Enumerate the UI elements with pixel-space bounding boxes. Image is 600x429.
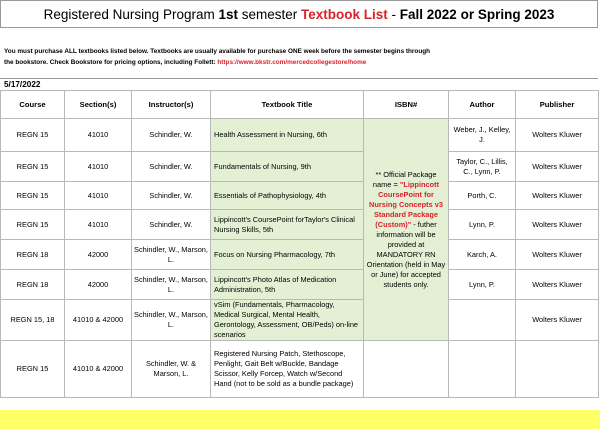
- cell-section: 41010 & 42000: [65, 300, 132, 341]
- col-isbn: ISBN#: [364, 91, 449, 119]
- cell-author: Lynn, P.: [449, 210, 516, 240]
- cell-author: Karch, A.: [449, 240, 516, 270]
- title-textbook-list: Textbook List: [301, 7, 388, 22]
- purchase-notice: [4, 46, 594, 68]
- cell-publisher: Wolters Kluwer: [516, 270, 599, 300]
- table-row: [1, 182, 599, 210]
- cell-title: Lippincott's CoursePoint forTaylor's Clinical Nursing Skills, 5th: [211, 210, 364, 240]
- cell-publisher: Wolters Kluwer: [516, 152, 599, 182]
- cell-course: REGN 15: [1, 152, 65, 182]
- cell-title: Focus on Nursing Pharmacology, 7th: [211, 240, 364, 270]
- divider-line: [0, 78, 598, 79]
- notice-line-2: the bookstore. Check Bookstore for pricing options, including Follett:: [4, 59, 218, 66]
- table-row: [1, 341, 599, 398]
- cell-course: REGN 15, 18: [1, 300, 65, 341]
- cell-author: Weber, J., Kelley, J.: [449, 119, 516, 152]
- table-row: [1, 210, 599, 240]
- cell-course: REGN 15: [1, 119, 65, 152]
- table-row: [1, 270, 599, 300]
- title-semester-word: semester: [237, 7, 302, 22]
- col-course: Course: [1, 91, 65, 119]
- cell-author: [449, 341, 516, 398]
- cell-course: REGN 15: [1, 210, 65, 240]
- cell-publisher: Wolters Kluwer: [516, 182, 599, 210]
- title-dash: -: [387, 7, 400, 22]
- cell-title: Essentials of Pathophysiology, 4th: [211, 182, 364, 210]
- cell-course: REGN 15: [1, 341, 65, 398]
- cell-publisher: Wolters Kluwer: [516, 119, 599, 152]
- cell-section: 42000: [65, 240, 132, 270]
- textbook-table: [0, 90, 599, 398]
- cell-publisher: [516, 341, 599, 398]
- title-program: Registered Nursing Program: [43, 7, 219, 22]
- cell-section: 41010: [65, 119, 132, 152]
- col-section: Section(s): [65, 91, 132, 119]
- col-title: Textbook Title: [211, 91, 364, 119]
- cell-author: [449, 300, 516, 341]
- cell-instructor: Schindler, W.: [132, 182, 211, 210]
- page-title: [0, 0, 598, 28]
- cell-instructor: Schindler, W.: [132, 152, 211, 182]
- cell-publisher: Wolters Kluwer: [516, 240, 599, 270]
- col-instructor: Instructor(s): [132, 91, 211, 119]
- cell-instructor: Schindler, W., Marson, L.: [132, 270, 211, 300]
- col-author: Author: [449, 91, 516, 119]
- cell-publisher: Wolters Kluwer: [516, 210, 599, 240]
- cell-title: Fundamentals of Nursing, 9th: [211, 152, 364, 182]
- cell-section: 41010: [65, 152, 132, 182]
- isbn-note-intro: ** Official Package name =: [372, 169, 437, 189]
- title-term: Fall 2022 or Spring 2023: [399, 7, 555, 22]
- notice-line-1: You must purchase ALL textbooks listed below. Textbooks are usually available for purchase ONE week before the semester begins through: [4, 48, 431, 55]
- cell-author: Taylor, C., Lillis, C., Lynn, P.: [449, 152, 516, 182]
- cell-title: Health Assessment in Nursing, 6th: [211, 119, 364, 152]
- cell-section: 41010: [65, 182, 132, 210]
- list-date: 5/17/2022: [4, 80, 41, 89]
- cell-instructor: Schindler, W., Marson, L.: [132, 300, 211, 341]
- cell-section: 42000: [65, 270, 132, 300]
- cell-section: 41010 & 42000: [65, 341, 132, 398]
- cell-title: vSim (Fundamentals, Pharmacology, Medical Surgical, Mental Health, Gerontology, Assessment, OB/Peds) on-line scenarios: [211, 300, 364, 341]
- cell-instructor: Schindler, W.: [132, 210, 211, 240]
- cell-isbn: [364, 341, 449, 398]
- cell-course: REGN 18: [1, 270, 65, 300]
- cell-course: REGN 15: [1, 182, 65, 210]
- cell-instructor: Schindler, W.: [132, 119, 211, 152]
- highlight-bar: [0, 410, 600, 429]
- cell-title: Registered Nursing Patch, Stethoscope, Penlight, Gait Belt w/Buckle, Bandage Scissor, Kelly Forcep, Watch w/Second Hand (not to be sold as a bundle package): [211, 341, 364, 398]
- title-semester-number: 1st: [218, 7, 238, 22]
- table-row: [1, 300, 599, 341]
- isbn-package-name: "Lippincott CoursePoint for Nursing Concepts v3 Standard Package (Custom)": [369, 179, 443, 229]
- isbn-note-details: - futher information will be provided at MANDATORY RN Orientation (held in May or June) for accepted students only.: [366, 219, 446, 289]
- table-row: [1, 240, 599, 270]
- cell-section: 41010: [65, 210, 132, 240]
- cell-author: Lynn, P.: [449, 270, 516, 300]
- bookstore-link[interactable]: https://www.bkstr.com/mercedcollegestore/home: [217, 59, 367, 66]
- col-publisher: Publisher: [516, 91, 599, 119]
- table-row: [1, 119, 599, 152]
- cell-publisher: Wolters Kluwer: [516, 300, 599, 341]
- cell-instructor: Schindler, W. & Marson, L.: [132, 341, 211, 398]
- isbn-note: [364, 119, 449, 341]
- cell-author: Porth, C.: [449, 182, 516, 210]
- cell-title: Lippincott's Photo Atlas of Medication Administration, 5th: [211, 270, 364, 300]
- cell-instructor: Schindler, W., Marson, L.: [132, 240, 211, 270]
- cell-course: REGN 18: [1, 240, 65, 270]
- table-row: [1, 152, 599, 182]
- table-header-row: [1, 91, 599, 119]
